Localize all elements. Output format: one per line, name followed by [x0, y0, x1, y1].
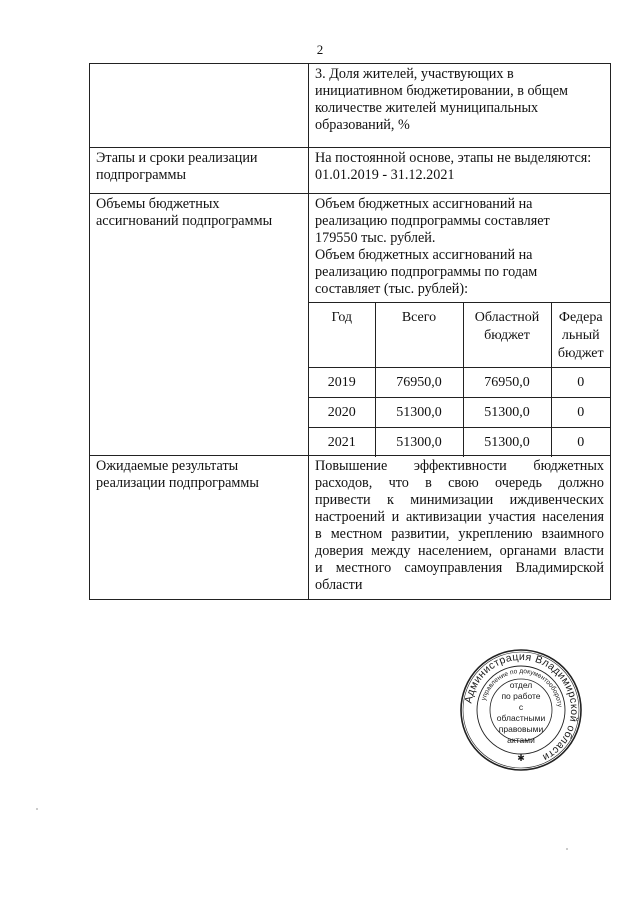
text-line: 3. Доля жителей, участвующих в [315, 66, 514, 82]
text-line: расходов, что в свою очередь должно [315, 475, 604, 491]
text-line: привести к минимизации иждивенческих [315, 492, 604, 508]
text-line: области [315, 577, 363, 593]
text-line: Этапы и сроки реализации [96, 150, 258, 166]
text-line: 01.01.2019 - 31.12.2021 [315, 167, 455, 183]
text-line: количестве жителей муниципальных [315, 100, 539, 116]
subprogram-passport-table [89, 63, 611, 600]
header-federal: Федера льный бюджет [551, 303, 610, 368]
text-line: в местном развитии, укреплению взаимного [315, 526, 604, 542]
cell-regional: 51300,0 [463, 428, 551, 458]
text-line: составляет (тыс. рублей): [315, 281, 469, 297]
budget-by-year-table [309, 302, 610, 457]
cell-federal: 0 [551, 428, 610, 458]
text-line: образований, % [315, 117, 410, 133]
scan-speck [566, 848, 568, 850]
text-line: реализацию подпрограммы составляет [315, 213, 550, 229]
indicator-3-cell [309, 64, 611, 148]
table-row [90, 194, 611, 456]
scan-speck [36, 808, 38, 810]
svg-text:Администрация Владимирской обл: Администрация Владимирской области [462, 650, 581, 764]
text-line: Объемы бюджетных [96, 196, 220, 212]
budget-label [90, 194, 309, 456]
stages-label [90, 148, 309, 194]
text-line: подпрограммы [96, 167, 186, 183]
svg-text:✱: ✱ [517, 753, 525, 763]
table-row [90, 456, 611, 600]
cell-year: 2021 [309, 428, 375, 458]
cell-total: 76950,0 [375, 368, 463, 398]
text-line: и местного самоуправления Владимирской [315, 560, 604, 576]
official-stamp [459, 648, 583, 772]
text-line: реализации подпрограммы [96, 475, 259, 491]
text-line: настроений и активизации участия населения [315, 509, 604, 525]
cell-federal: 0 [551, 368, 610, 398]
text-line: Объем бюджетных ассигнований на [315, 196, 533, 212]
cell-regional: 51300,0 [463, 398, 551, 428]
text-line: Повышение эффективности бюджетных [315, 458, 604, 474]
table-row [309, 428, 610, 458]
header-total: Всего [375, 303, 463, 368]
text-line: ассигнований подпрограммы [96, 213, 273, 229]
svg-text:управление по документообороту: управление по документообороту [480, 667, 563, 708]
header-year: Год [309, 303, 375, 368]
cell-total: 51300,0 [375, 398, 463, 428]
row-label-empty [90, 64, 309, 148]
results-value [309, 456, 611, 600]
text-line: инициативном бюджетировании, в общем [315, 83, 568, 99]
text-line: Объем бюджетных ассигнований на [315, 247, 533, 263]
text-line: реализацию подпрограммы по годам [315, 264, 538, 280]
table-row [90, 64, 611, 148]
text-line: Ожидаемые результаты [96, 458, 239, 474]
text-line: На постоянной основе, этапы не выделяются: [315, 150, 592, 166]
stamp-department-text: отдел по работе с областными правовыми актами [496, 680, 546, 745]
stages-value [309, 148, 611, 194]
cell-regional: 76950,0 [463, 368, 551, 398]
cell-federal: 0 [551, 398, 610, 428]
cell-year: 2019 [309, 368, 375, 398]
text-line: доверия между населением, органами власти [315, 543, 604, 559]
header-regional: Областной бюджет [463, 303, 551, 368]
page-number: 2 [316, 42, 324, 57]
results-label [90, 456, 309, 600]
cell-total: 51300,0 [375, 428, 463, 458]
table-row [90, 148, 611, 194]
budget-header-row [309, 303, 610, 368]
table-row [309, 398, 610, 428]
budget-value [309, 194, 611, 456]
cell-year: 2020 [309, 398, 375, 428]
text-line: 179550 тыс. рублей. [315, 230, 436, 246]
table-row [309, 368, 610, 398]
